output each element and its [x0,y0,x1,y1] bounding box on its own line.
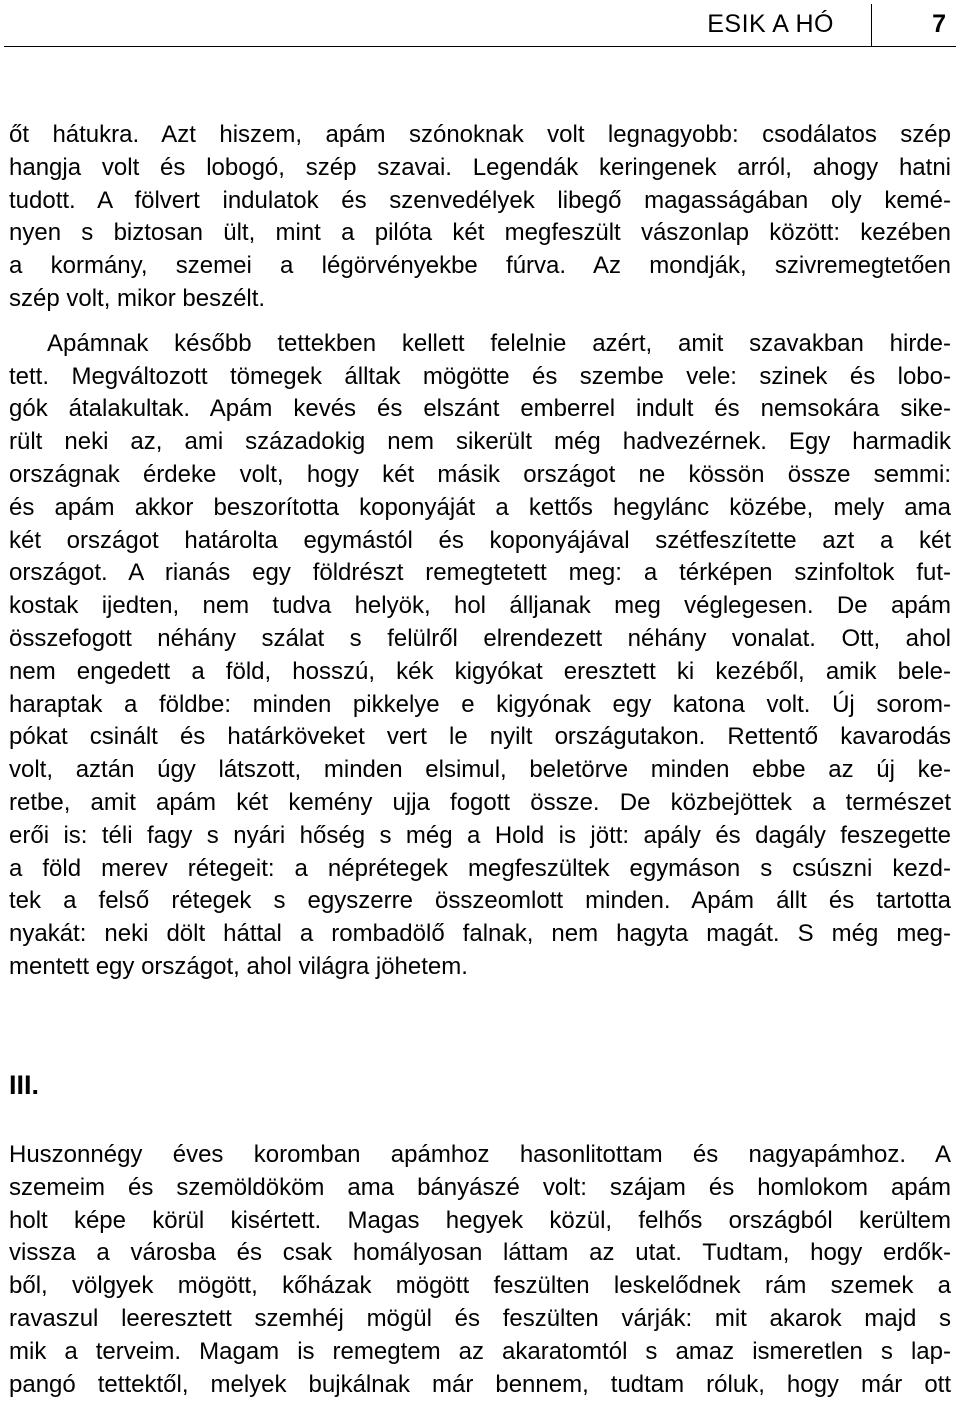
text-line: országnak érdeke volt, hogy két másik országot ne kössön össze semmi: [9,460,951,488]
text-line: ből, völgyek mögött, kőházak mögött feszülten leskelődnek rám szemek a [9,1272,951,1300]
text-line: szemeim és szemöldököm ama bányászé volt: szájam és homlokom apám [9,1173,951,1201]
paragraph-gap [9,316,951,328]
text-line: a föld merev rétegeit: a néprétegek megfeszültek egymáson s csúszni kezd- [9,854,951,882]
page-number: 7 [932,10,946,38]
header-divider [871,4,872,46]
text-line: és apám akkor beszorította koponyáját a kettős hegylánc közébe, mely ama [9,493,951,521]
text-line: országot. A rianás egy földrészt remegtetett meg: a térképen szinfoltok fut- [9,559,951,587]
text-line: pangó tettektől, melyek bujkálnak már bennem, tudtam róluk, hogy már ott [9,1370,951,1398]
text-line: pókat csinált és határköveket vert le nyilt országutakon. Rettentő kavarodás [9,723,951,751]
text-line: retbe, amit apám két kemény ujja fogott össze. De közbejöttek a természet [9,788,951,816]
header-rule [4,46,956,47]
text-line: nyen s biztosan ült, mint a pilóta két megfeszült vászonlap között: kezében [9,219,951,247]
text-line: kostak ijedten, nem tudva helyök, hol álljanak meg véglegesen. De apám [9,592,951,620]
text-line: rült neki az, ami századokig nem sikerült még hadvezérnek. Egy harmadik [9,428,951,456]
running-header [0,0,960,48]
text-line: szép volt, mikor beszélt. [9,284,266,312]
text-line: a kormány, szemei a légörvényekbe fúrva. Az mondják, szivremegtetően [9,252,951,280]
text-line: hangja volt és lobogó, szép szavai. Legendák keringenek arról, ahogy hatni [9,153,951,181]
text-line: két országot határolta egymástól és koponyájával szétfeszítette azt a két [9,526,951,554]
section2-body [9,1139,951,1401]
text-line: gók átalakultak. Apám kevés és elszánt emberrel indult és nemsokára sike- [9,395,951,423]
text-line: Apámnak később tettekben kellett felelnie azért, amit szavakban hirde- [47,329,951,357]
text-line: mik a terveim. Magam is remegtem az akaratomtól s amaz ismeretlen s lap- [9,1337,951,1365]
paragraph [9,119,951,316]
text-line: mentett egy országot, ahol világra jöhetem. [9,952,468,980]
text-line: tek a felső rétegek s egyszerre összeomlott minden. Apám állt és tartotta [9,887,951,915]
text-line: volt, aztán úgy látszott, minden elsimul, beletörve minden ebbe az új ke- [9,756,951,784]
text-line: tett. Megváltozott tömegek álltak mögötte és szembe vele: szinek és lobo- [9,362,951,390]
text-line: haraptak a földbe: minden pikkelye e kigyónak egy katona volt. Új sorom- [9,690,951,718]
paragraph [9,328,951,984]
text-line: összefogott néhány szálat s felülről elrendezett néhány vonalat. Ott, ahol [9,624,951,652]
text-line: holt képe körül kisértett. Magas hegyek közül, felhős országból kerültem [9,1206,951,1234]
section1-body [9,119,951,984]
section-heading: III. [9,1070,40,1100]
text-line: őt hátukra. Azt hiszem, apám szónoknak volt legnagyobb: csodálatos szép [9,121,951,148]
paragraph [9,1139,951,1401]
text-line: Huszonnégy éves koromban apámhoz hasonlitottam és nagyapámhoz. A [9,1141,951,1168]
text-line: vissza a városba és csak homályosan láttam az utat. Tudtam, hogy erdők- [9,1239,951,1267]
text-line: tudott. A fölvert indulatok és szenvedélyek libegő magasságában oly kemé- [9,186,951,214]
text-line: nem engedett a föld, hosszú, kék kigyókat eresztett ki kezéből, amik bele- [9,657,951,685]
text-line: ravaszul leeresztett szemhéj mögül és feszülten várják: mit akarok majd s [9,1304,951,1332]
text-line: erői is: téli fagy s nyári hőség s még a Hold is jött: apály és dagály feszegette [9,821,951,849]
text-line: nyakát: neki dölt háttal a rombadölő falnak, nem hagyta magát. S még meg- [9,920,951,948]
running-title: ESIK A HÓ [707,10,834,38]
